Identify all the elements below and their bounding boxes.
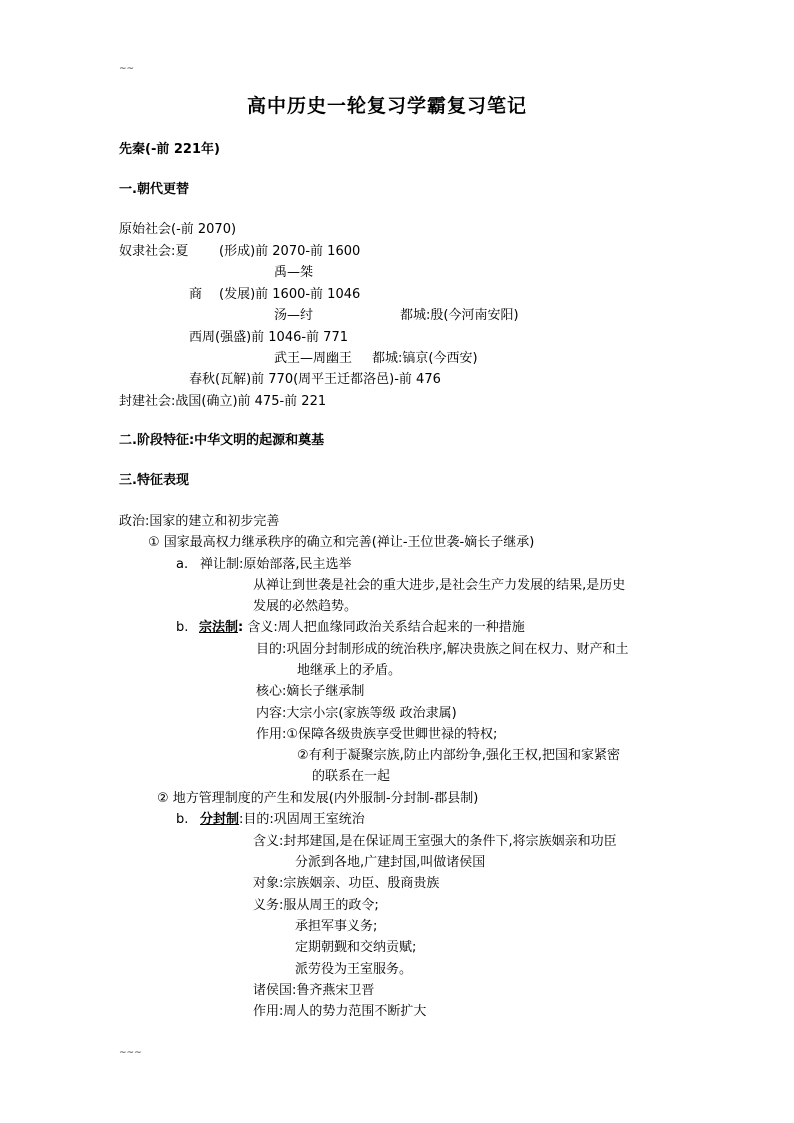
section-heading-2: 二.阶段特征:中华文明的起源和奠基: [119, 433, 325, 448]
zongfa-effect-2: ②有利于凝聚宗族,防止内部纷争,强化王权,把国和家紧密: [297, 748, 621, 763]
dynasty-line-6: 西周(强盛)前 1046-前 771: [189, 330, 348, 345]
dynasty-line-8: 春秋(瓦解)前 770(周平王迁都洛邑)-前 476: [189, 372, 441, 387]
period-heading: 先秦(-前 221年): [119, 142, 220, 157]
fenfeng-duty-4: 派劳役为王室服务。: [295, 962, 413, 977]
zongfa-purpose-2: 地继承上的矛盾。: [297, 663, 402, 678]
item-a-desc-2: 发展的必然趋势。: [253, 599, 358, 614]
item-c-marker: b.: [176, 812, 189, 827]
section-heading-1: 一.朝代更替: [119, 182, 189, 197]
politics-point-1: ① 国家最高权力继承秩序的确立和完善(禅让-王位世袭-嫡长子继承): [148, 535, 535, 550]
zongfa-row: [199, 619, 525, 637]
politics-heading: 政治:国家的建立和初步完善: [119, 514, 280, 529]
zongfa-purpose-1: 目的:巩固分封制形成的统治秩序,解决贵族之间在权力、财产和土: [256, 642, 629, 657]
politics-point-2: ② 地方管理制度的产生和发展(内外服制-分封制-郡县制): [157, 791, 479, 806]
zongfa-content: 内容:大宗小宗(家族等级 政治隶属): [256, 706, 457, 721]
dynasty-line-4b: (发展)前 1600-前 1046: [219, 287, 361, 302]
zongfa-core: 核心:嫡长子继承制: [256, 684, 365, 699]
item-a-desc-1: 从禅让到世袭是社会的重大进步,是社会生产力发展的结果,是历史: [253, 578, 626, 593]
fenfeng-def-1: 含义:封邦建国,是在保证周王室强大的条件下,将宗族姻亲和功臣: [253, 834, 617, 849]
fenfeng-def-2: 分派到各地,广建封国,叫做诸侯国: [295, 855, 486, 870]
fenfeng-effect: 作用:周人的势力范围不断扩大: [253, 1004, 427, 1019]
dynasty-line-1: 原始社会(-前 2070): [119, 222, 237, 237]
footer-mark: ~~~: [119, 1048, 142, 1058]
dynasty-line-2b: (形成)前 2070-前 1600: [219, 244, 361, 259]
item-a-marker: a.: [176, 557, 189, 572]
dynasty-line-3: 禹—桀: [274, 265, 314, 280]
zongfa-effect-1: 作用:①保障各级贵族享受世卿世禄的特权;: [256, 727, 498, 742]
zongfa-effect-3: 的联系在一起: [312, 769, 391, 784]
item-b-marker: b.: [176, 620, 189, 635]
zongfa-term: 宗法制: [199, 620, 239, 635]
fenfeng-term: 分封制: [200, 812, 240, 827]
dynasty-line-5b: 都城:殷(今河南安阳): [400, 308, 519, 323]
zongfa-colon: :: [238, 620, 244, 635]
fenfeng-duty-2: 承担军事义务;: [295, 919, 378, 934]
fenfeng-objects: 对象:宗族姻亲、功臣、殷商贵族: [253, 876, 440, 891]
dynasty-line-4a: 商: [189, 287, 203, 302]
zongfa-definition: 含义:周人把血缘同政治关系结合起来的一种措施: [247, 620, 525, 635]
dynasty-line-5a: 汤—纣: [274, 308, 314, 323]
section-heading-3: 三.特征表现: [119, 473, 189, 488]
dynasty-line-7a: 武王—周幽王: [274, 351, 353, 366]
dynasty-line-2a: 奴隶社会:夏: [119, 244, 189, 259]
dynasty-line-9: 封建社会:战国(确立)前 475-前 221: [119, 394, 327, 409]
fenfeng-duty-3: 定期朝觐和交纳贡赋;: [295, 940, 417, 955]
dynasty-line-7b: 都城:镐京(今西安): [372, 351, 478, 366]
header-mark: ~~: [119, 64, 135, 74]
item-a-text: 禅让制:原始部落,民主选举: [200, 557, 352, 572]
fenfeng-states: 诸侯国:鲁齐燕宋卫晋: [253, 983, 375, 998]
fenfeng-duty-1: 义务:服从周王的政令;: [253, 898, 379, 913]
fenfeng-row: [200, 811, 365, 829]
fenfeng-purpose: :目的:巩固周王室统治: [239, 812, 365, 827]
page-title: 高中历史一轮复习学霸复习笔记: [247, 95, 528, 117]
